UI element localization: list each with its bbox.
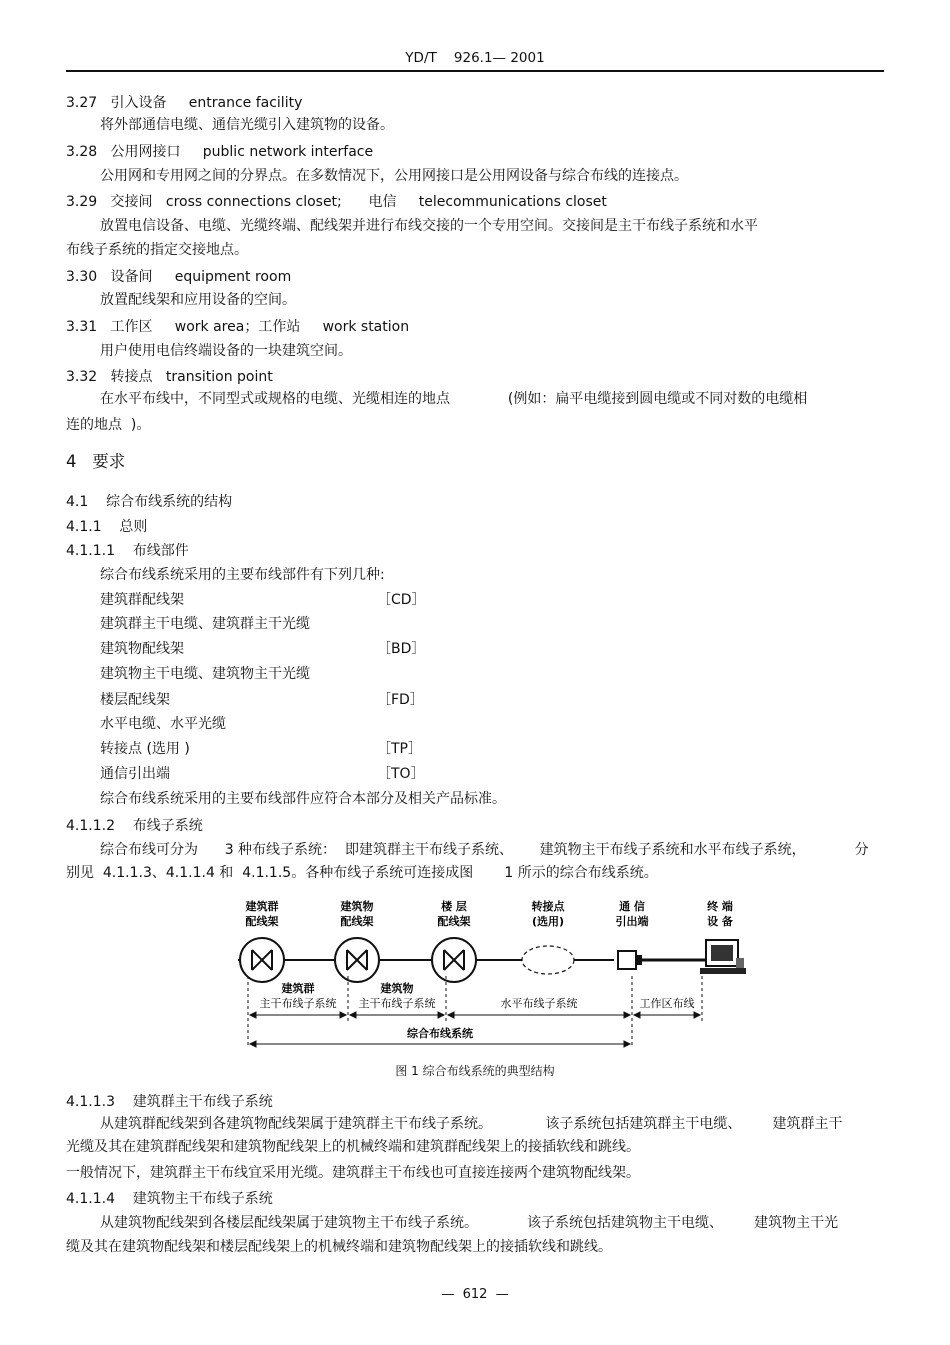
definition-3-27: 将外部通信电缆、通信光缆引入建筑物的设备。	[100, 117, 394, 133]
bd-label: 配线架	[340, 915, 374, 928]
system-span-arrow	[250, 1041, 630, 1047]
components-note: 综合布线系统采用的主要布线部件应符合本部分及相关产品标准。	[100, 791, 506, 807]
term-3-31: 3.31 工作区 work area；工作站 work station	[66, 319, 410, 335]
tp-label: (选用)	[531, 915, 565, 928]
campus-subsystem-label: 建筑群	[281, 982, 315, 995]
subsystems-para-line1: 综合布线可分为 3 种布线子系统： 即建筑群主干布线子系统、 建筑物主干布线子系统和水平布线子系统， 分	[100, 842, 869, 858]
term-3-32: 3.32 转接点 transition point	[66, 369, 273, 385]
heading-4-1-1-4: 4.1.1.4 建筑物主干布线子系统	[66, 1191, 273, 1207]
heading-4-1-1: 4.1.1 总则	[66, 519, 148, 535]
fd-label: 配线架	[437, 915, 471, 928]
header-rule	[66, 70, 884, 72]
bd-label: 建筑物	[340, 900, 374, 913]
definition-3-29-line2: 布线子系统的指定交接地点。	[66, 242, 248, 258]
definition-3-32-line2: 连的地点 )。	[66, 417, 151, 433]
definition-3-30: 放置配线架和应用设备的空间。	[100, 292, 296, 308]
term-3-30: 3.30 设备间 equipment room	[66, 269, 292, 285]
component-code: ［TO］	[377, 766, 425, 782]
definition-3-29-line1: 放置电信设备、电缆、光缆终端、配线架并进行布线交接的一个专用空间。交接间是主干布线子系统和水平	[100, 218, 758, 234]
building-para-line1: 从建筑物配线架到各楼层配线架属于建筑物主干布线子系统。 该子系统包括建筑物主干电缆、 建筑物主干光	[100, 1215, 839, 1231]
definition-3-28: 公用网和专用网之间的分界点。在多数情况下，公用网接口是公用网设备与综合布线的连接点。	[100, 168, 688, 184]
cd-distributor-icon	[240, 938, 284, 982]
building-subsystem-label: 主干布线子系统	[358, 997, 436, 1010]
heading-4-1-1-1: 4.1.1.1 布线部件	[66, 543, 189, 559]
cabling-structure-figure	[230, 896, 760, 1052]
bd-distributor-icon	[335, 938, 379, 982]
definition-3-32-line1: 在水平布线中，不同型式或规格的电缆、光缆相连的地点 (例如：扁平电缆接到圆电缆或不同对数的电缆相	[100, 391, 808, 407]
component-item: 通信引出端	[100, 766, 170, 782]
heading-4-1-1-3: 4.1.1.3 建筑群主干布线子系统	[66, 1094, 273, 1110]
term-3-28: 3.28 公用网接口 public network interface	[66, 144, 374, 160]
to-label: 通 信	[619, 900, 645, 913]
system-label: 综合布线系统	[407, 1027, 473, 1040]
telecom-outlet-icon	[618, 951, 642, 969]
component-item: 建筑群主干电缆、建筑群主干光缆	[100, 616, 310, 632]
component-item: 建筑群配线架	[100, 592, 184, 608]
terminal-equipment-icon	[700, 940, 746, 974]
term-3-29: 3.29 交接间 cross connections closet; 电信 telecommunications closet	[66, 194, 607, 210]
campus-para-line1: 从建筑群配线架到各建筑物配线架属于建筑群主干布线子系统。 该子系统包括建筑群主干电缆、 建筑群主干	[100, 1116, 843, 1132]
work-area-label: 工作区布线	[639, 997, 695, 1010]
subsystems-para-line2: 别见 4.1.1.3、4.1.1.4 和 4.1.1.5。各种布线子系统可连接成图 1 所示的综合布线系统。	[66, 865, 658, 881]
to-label: 引出端	[615, 915, 649, 928]
component-item: 建筑物主干电缆、建筑物主干光缆	[100, 666, 310, 682]
definition-3-31: 用户使用电信终端设备的一块建筑空间。	[100, 343, 352, 359]
component-code: ［BD］	[377, 641, 426, 657]
horizontal-subsystem-label: 水平布线子系统	[500, 997, 578, 1010]
components-intro: 综合布线系统采用的主要布线部件有下列几种:	[100, 567, 385, 583]
transition-point-icon	[522, 946, 574, 974]
component-code: ［FD］	[377, 692, 424, 708]
term-3-27: 3.27 引入设备 entrance facility	[66, 95, 303, 111]
component-code: ［TP］	[377, 741, 422, 757]
campus-subsystem-label: 主干布线子系统	[259, 997, 337, 1010]
running-header: YD/T 926.1— 2001	[405, 50, 545, 66]
campus-para-line3: 一般情况下，建筑群主干布线宜采用光缆。建筑群主干布线也可直接连接两个建筑物配线架。	[66, 1165, 640, 1181]
fd-distributor-icon	[432, 938, 476, 982]
building-para-line2: 缆及其在建筑物配线架和楼层配线架上的机械终端和建筑物配线架上的接插软线和跳线。	[66, 1239, 612, 1255]
fd-label: 楼 层	[441, 900, 467, 913]
te-label: 设 备	[707, 915, 733, 928]
component-code: ［CD］	[377, 592, 426, 608]
building-subsystem-label: 建筑物	[380, 982, 414, 995]
heading-4-1-1-2: 4.1.1.2 布线子系统	[66, 818, 203, 834]
heading-4-1: 4.1 综合布线系统的结构	[66, 494, 233, 510]
page-number: — 612 —	[441, 1287, 509, 1302]
cd-label: 建筑群	[245, 900, 279, 913]
section-4-heading: 4 要求	[66, 452, 126, 471]
tp-label: 转接点	[531, 900, 565, 913]
campus-para-line2: 光缆及其在建筑群配线架和建筑物配线架上的机械终端和建筑群配线架上的接插软线和跳线。	[66, 1139, 640, 1155]
component-item: 建筑物配线架	[100, 641, 184, 657]
cd-label: 配线架	[245, 915, 279, 928]
te-label: 终 端	[707, 900, 733, 913]
component-item: 转接点 (选用 )	[100, 741, 190, 757]
figure-caption: 图 1 综合布线系统的典型结构	[395, 1064, 555, 1078]
component-item: 水平电缆、水平光缆	[100, 716, 226, 732]
component-item: 楼层配线架	[100, 692, 170, 708]
